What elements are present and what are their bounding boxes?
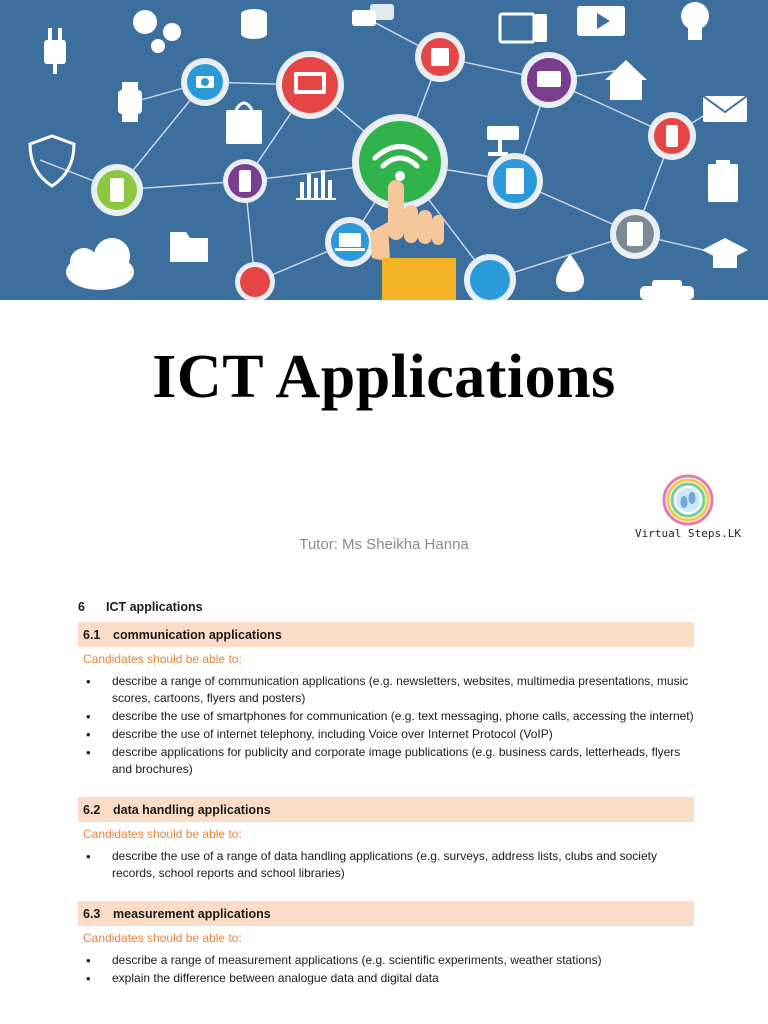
- list-item-text: describe a range of communication applications (e.g. newsletters, websites, multimedia presentations, music scores, cartoons, flyers and posters): [112, 674, 689, 705]
- node-monitor: [276, 51, 344, 119]
- section-bar: [78, 622, 694, 647]
- video-icon: [577, 6, 625, 36]
- list-item-text: describe the use of a range of data handling applications (e.g. surveys, address lists, clubs and society records, school reports and school libraries): [112, 849, 657, 880]
- list-item: [78, 970, 694, 987]
- section-title: measurement applications: [113, 906, 271, 921]
- water-drop-icon: [556, 254, 584, 292]
- footprints-icon: [624, 472, 752, 528]
- section-number: 6.3: [83, 906, 101, 921]
- doc-heading-number: 6: [78, 600, 85, 614]
- list-item-text: describe the use of internet telephony, including Voice over Internet Protocol (VoIP): [112, 727, 553, 741]
- list-item: [78, 708, 694, 725]
- node-tablet-2: [464, 254, 516, 300]
- bullet-list: [78, 673, 694, 778]
- chat-icon: [352, 4, 394, 26]
- page-title: ICT Applications: [152, 343, 616, 411]
- section-number: 6.1: [83, 627, 101, 642]
- bullet-icon: •: [86, 745, 91, 760]
- node-camera: [181, 58, 229, 106]
- car-icon: [640, 280, 694, 300]
- cctv-icon: [487, 126, 519, 156]
- section-bar: [78, 901, 694, 926]
- folder-icon: [170, 232, 208, 262]
- clipboard-icon: [708, 160, 738, 202]
- node-cellphone: [223, 159, 267, 203]
- list-item: [78, 726, 694, 743]
- tutor-name: Tutor: Ms Sheikha Hanna: [299, 536, 469, 553]
- section-6-1: [78, 622, 694, 778]
- smartwatch-icon: [118, 82, 142, 122]
- section-6-2: [78, 797, 694, 882]
- candidates-label: Candidates should be able to:: [83, 827, 242, 841]
- bullet-icon: •: [86, 709, 91, 724]
- candidates-label: Candidates should be able to:: [83, 931, 242, 945]
- doc-heading-title: ICT applications: [106, 600, 203, 614]
- syllabus-excerpt: [78, 596, 694, 988]
- list-item-text: describe applications for publicity and corporate image publications (e.g. business cards, letterheads, flyers and brochures): [112, 745, 681, 776]
- shield-icon: [30, 136, 74, 186]
- home-icon: [605, 60, 647, 100]
- gears-icon: [133, 10, 181, 53]
- bullet-icon: •: [86, 849, 91, 864]
- bullet-icon: •: [86, 674, 91, 689]
- section-6-3: [78, 901, 694, 987]
- logo-text: Virtual Steps.LK: [635, 527, 741, 540]
- list-item: [78, 744, 694, 778]
- candidates-label: Candidates should be able to:: [83, 652, 242, 666]
- plug-icon: [44, 28, 66, 74]
- bullet-list: [78, 848, 694, 882]
- node-smartphone: [610, 209, 660, 259]
- bullet-icon: •: [86, 953, 91, 968]
- mail-icon: [703, 96, 747, 122]
- section-number: 6.2: [83, 802, 101, 817]
- bullet-icon: •: [86, 971, 91, 986]
- database-icon: [241, 9, 267, 39]
- shopping-bag-icon: [226, 103, 262, 144]
- node-fax: [415, 32, 465, 82]
- network-illustration: [0, 0, 768, 300]
- node-tv: [521, 52, 577, 108]
- list-item: [78, 952, 694, 969]
- node-mobile: [91, 164, 143, 216]
- lightbulb-icon: [681, 2, 709, 40]
- list-item: [78, 673, 694, 707]
- list-item-text: explain the difference between analogue data and digital data: [112, 971, 439, 985]
- doc-heading: [78, 596, 694, 618]
- hero-banner: [0, 0, 768, 300]
- node-tablet: [487, 153, 543, 209]
- node-phone: [648, 112, 696, 160]
- list-item-text: describe a range of measurement applications (e.g. scientific experiments, weather stations): [112, 953, 602, 967]
- section-bar: [78, 797, 694, 822]
- section-title: data handling applications: [113, 802, 271, 817]
- tv-icon: [500, 14, 547, 42]
- graduation-cap-icon: [702, 238, 748, 268]
- node-laptop: [325, 217, 375, 267]
- section-title: communication applications: [113, 627, 282, 642]
- bullet-icon: •: [86, 727, 91, 742]
- list-item-text: describe the use of smartphones for communication (e.g. text messaging, phone calls, accessing the internet): [112, 709, 694, 723]
- cloud-wifi-icon: [66, 238, 134, 290]
- list-item: [78, 848, 694, 882]
- node-phone-2: [235, 262, 275, 300]
- bullet-list: [78, 952, 694, 987]
